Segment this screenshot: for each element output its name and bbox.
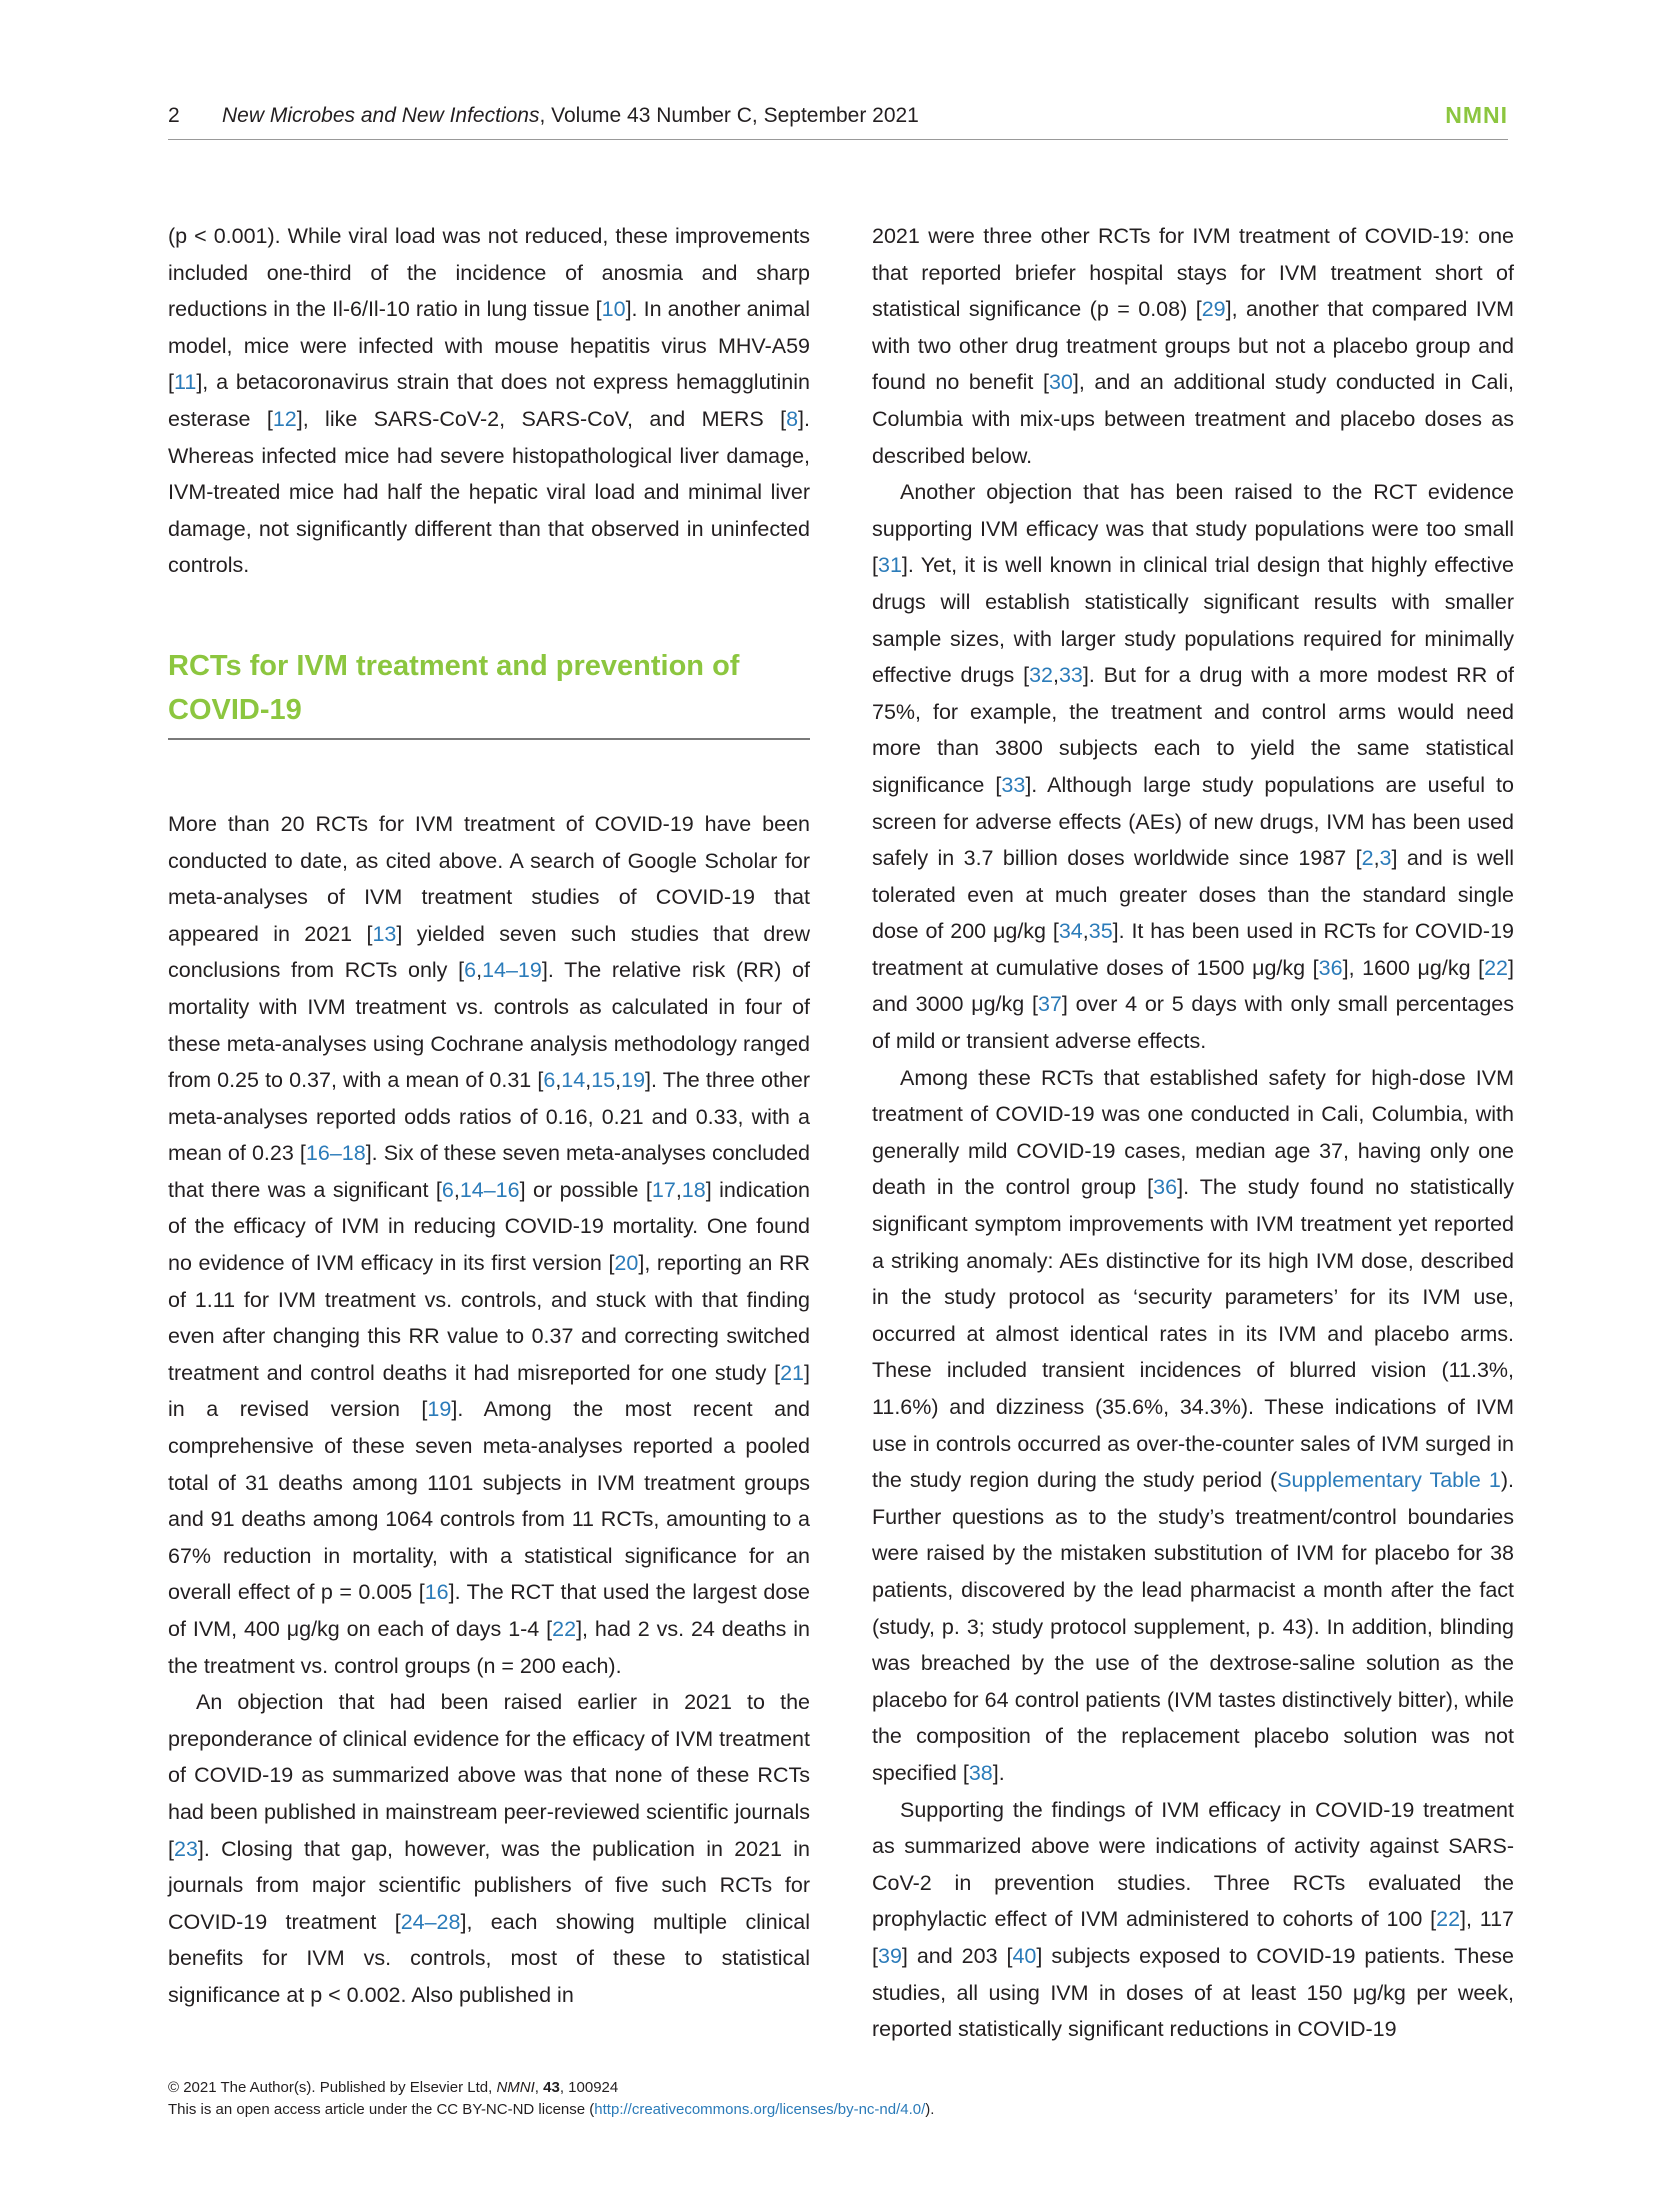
citation-link[interactable]: 36 <box>1318 955 1343 980</box>
paragraph <box>168 806 810 1684</box>
citation-link[interactable]: 21 <box>780 1360 805 1385</box>
text-run: ]. Whereas infected mice had severe histopathological liver damage, IVM-treated mice had half the hepatic viral load and minimal liver damage, not significantly different than that observed in uninfected controls. <box>168 406 810 578</box>
text-run: ]. In another animal model, mice were infected with mouse hepatitis virus MHV-A59 [ <box>168 297 810 395</box>
journal-name: New Microbes and New Infections <box>222 104 540 127</box>
citation-link[interactable]: 18 <box>681 1177 706 1202</box>
text-run: , <box>1052 663 1059 688</box>
citation-link[interactable]: 22 <box>1436 1907 1461 1932</box>
citation-link[interactable]: 14 <box>561 1068 586 1093</box>
text-run: , <box>615 1068 622 1093</box>
text-run: ]. The relative risk (RR) of mortality with IVM treatment vs. controls as calculated in four of these meta-analyses using Cochrane analysis methodology ranged from 0.25 to 0.37, with a mean of 0.31 [ <box>168 958 810 1093</box>
running-header <box>168 104 1508 138</box>
citation-link[interactable]: 32 <box>1029 663 1053 688</box>
citation-link[interactable]: 6 <box>543 1068 556 1093</box>
text-run: Supporting the findings of IVM efficacy in COVID-19 treatment as summarized above were indications of activity against SARS-CoV-2 in prevention studies. Three RCTs evaluated the prophylactic effect of IVM administered to cohorts of 100 [ <box>872 1797 1514 1932</box>
copyright-line <box>168 2077 1508 2099</box>
citation-link[interactable]: 33 <box>1001 772 1026 797</box>
text-run: ] and is well tolerated even at much greater doses than the standard single dose of 200 μg/kg [ <box>872 846 1514 944</box>
paragraph <box>872 1792 1514 2048</box>
header-divider <box>168 139 1508 140</box>
citation-link[interactable]: 3 <box>1379 846 1392 871</box>
section-heading: RCTs for IVM treatment and prevention of COVID-19 <box>168 649 740 726</box>
text-run: ], reporting an RR of 1.11 for IVM treatment vs. controls, and stuck with that finding even after changing this RR value to 0.37 and correcting switched treatment and control deaths it had misreported for one study [ <box>168 1251 810 1385</box>
text-run: , <box>476 958 483 983</box>
paragraph <box>168 1684 810 2013</box>
text-run: ], and an additional study conducted in Cali, Columbia with mix-ups between treatment and placebo doses as described below. <box>872 370 1514 468</box>
citation-link[interactable]: 12 <box>272 406 297 431</box>
text-run: Among these RCTs that established safety for high-dose IVM treatment of COVID-19 was one conducted in Cali, Columbia, with generally mild COVID-19 cases, median age 37, having only one death in the control group [ <box>872 1065 1514 1200</box>
journal-brand-logo: NMNI <box>1445 102 1508 128</box>
text-run: ). Further questions as to the study’s treatment/control boundaries were raised by the mistaken substitution of IVM for placebo for 38 patients, discovered by the lead pharmacist a month after the fact (study, p. 3; study protocol supplement, p. 43). In addition, blinding was breached by the use of the dextrose-saline solution as the placebo for 64 control patients (IVM tastes distinctively bitter), while the composition of the replacement placebo solution was not specified [ <box>872 1468 1514 1785</box>
paragraph <box>872 474 1514 1060</box>
citation-link[interactable]: 35 <box>1088 919 1113 944</box>
text-run: ]. Six of these seven meta-analyses concluded that there was a significant [ <box>168 1141 810 1202</box>
citation-link[interactable]: 23 <box>173 1836 198 1861</box>
text-run: An objection that had been raised earlier in 2021 to the preponderance of clinical evidence for the efficacy of IVM treatment of COVID-19 as summarized above was that none of these RCTs had been published in mainstream peer-reviewed scientific journals [ <box>168 1690 810 1861</box>
citation-link[interactable]: 17 <box>651 1177 676 1202</box>
citation-link[interactable]: 22 <box>1484 955 1509 980</box>
citation-link[interactable]: 33 <box>1058 663 1083 688</box>
text-run: ]. The RCT that used the largest dose of IVM, 400 μg/kg on each of days 1-4 [ <box>168 1580 810 1641</box>
citation-link[interactable]: 20 <box>614 1251 639 1276</box>
citation-link[interactable]: 40 <box>1012 1943 1037 1968</box>
journal-issue: , Volume 43 Number C, September 2021 <box>539 104 919 127</box>
license-link[interactable]: http://creativecommons.org/licenses/by-nc-nd/4.0/ <box>594 2101 926 2118</box>
text-run: (p < 0.001). While viral load was not reduced, these improvements included one-third of the incidence of anosmia and sharp reductions in the Il-6/Il-10 ratio in lung tissue [ <box>168 224 810 322</box>
citation-link[interactable]: 39 <box>877 1943 902 1968</box>
text-run: , <box>1373 846 1380 871</box>
text-run: More than 20 RCTs for IVM treatment of COVID-19 have been conducted to date, as cited above. A search of Google Scholar for meta-analyses of IVM treatment studies of COVID-19 that appeared in 2021 [ <box>168 811 810 946</box>
right-column <box>872 218 1514 2048</box>
citation-link[interactable]: 30 <box>1048 370 1073 395</box>
text-run: ]. Yet, it is well known in clinical trial design that highly effective drugs will establish statistically significant results with smaller sample sizes, with larger study populations required for minimally effective drugs [ <box>872 553 1514 688</box>
citation-link[interactable]: 16–18 <box>305 1141 366 1166</box>
text-run: ). <box>925 2101 935 2118</box>
journal-citation <box>222 104 919 128</box>
text-run: ], another that compared IVM with two other drug treatment groups but not a placebo group and found no benefit [ <box>872 297 1514 395</box>
text-run: ] or possible [ <box>519 1177 652 1202</box>
text-run: ]. Closing that gap, however, was the publication in 2021 in journals from major scientific publishers of five such RCTs for COVID-19 treatment [ <box>168 1836 810 1934</box>
footer-journal-abbrev: NMNI <box>496 2079 535 2096</box>
text-run: ]. The three other meta-analyses reported odds ratios of 0.16, 0.21 and 0.33, with a mean of 0.23 [ <box>168 1068 810 1166</box>
text-run: ] indication of the efficacy of IVM in reducing COVID-19 mortality. One found no evidence of IVM efficacy in its first version [ <box>168 1177 810 1276</box>
citation-link[interactable]: 6 <box>464 958 477 983</box>
text-run: , <box>585 1068 592 1093</box>
text-run: ] and 3000 μg/kg [ <box>872 955 1514 1017</box>
text-run: ] over 4 or 5 days with only small percentages of mild or transient adverse effects. <box>872 992 1514 1054</box>
text-run: , 100924 <box>559 2079 619 2096</box>
text-run: , <box>1082 919 1089 944</box>
text-run: ]. But for a drug with a more modest RR of 75%, for example, the treatment and control arms would need more than 3800 subjects each to yield the same statistical significance [ <box>872 663 1514 797</box>
page-footer <box>168 2077 1508 2121</box>
text-run: ] in a revised version [ <box>168 1360 810 1422</box>
citation-link[interactable]: 16 <box>424 1580 449 1605</box>
text-run: 2021 were three other RCTs for IVM treatment of COVID-19: one that reported briefer hospital stays for IVM treatment short of statistical significance (p = 0.08) [ <box>872 224 1514 322</box>
paragraph <box>872 218 1514 474</box>
citation-link[interactable]: 37 <box>1037 992 1062 1017</box>
text-run: , <box>453 1177 460 1202</box>
citation-link[interactable]: 34 <box>1058 919 1083 944</box>
citation-link[interactable]: 10 <box>601 297 626 322</box>
text-run: ], had 2 vs. 24 deaths in the treatment vs. control groups (n = 200 each). <box>168 1617 810 1678</box>
left-column <box>168 218 810 2014</box>
citation-link[interactable]: 6 <box>441 1177 454 1202</box>
text-run: ] yielded seven such studies that drew conclusions from RCTs only [ <box>168 921 810 983</box>
text-run: ]. The study found no statistically significant symptom improvements with IVM treatment yet reported a striking anomaly: AEs distinctive for its high IVM dose, described in the study protocol as ‘security parameters’ for its IVM use, occurred at almost identical rates in its IVM and placebo arms. These included transient incidences of blurred vision (11.3%, 11.6%) and dizziness (35.6%, 34.3%). These indications of IVM use in controls occurred as over-the-counter sales of IVM surged in the study region during the study period ( <box>872 1175 1514 1493</box>
text-run: ] and 203 [ <box>901 1943 1013 1968</box>
citation-link[interactable]: 15 <box>591 1068 616 1093</box>
citation-link[interactable]: 2 <box>1361 846 1374 871</box>
section-divider <box>168 738 810 740</box>
citation-link[interactable]: 19 <box>621 1068 646 1093</box>
text-run: ] subjects exposed to COVID-19 patients. These studies, all using IVM in doses of at least 150 μg/kg per week, reported statistically significant reductions in COVID-19 <box>872 1943 1514 2042</box>
citation-link[interactable]: 29 <box>1201 297 1226 322</box>
text-run: © 2021 The Author(s). Published by Elsevier Ltd, <box>168 2079 497 2096</box>
text-run: , <box>534 2079 544 2096</box>
citation-link[interactable]: 8 <box>786 406 799 431</box>
supplementary-table-link[interactable]: Supplementary Table 1 <box>1277 1468 1501 1493</box>
text-run: ]. <box>992 1760 1005 1785</box>
text-run: ]. It has been used in RCTs for COVID-19 treatment at cumulative doses of 1500 μg/kg [ <box>872 919 1514 980</box>
citation-link[interactable]: 36 <box>1153 1175 1178 1200</box>
paragraph <box>872 1060 1514 1792</box>
citation-link[interactable]: 19 <box>427 1397 452 1422</box>
citation-link[interactable]: 13 <box>372 921 397 946</box>
license-line <box>168 2099 1508 2121</box>
paragraph <box>168 218 810 584</box>
citation-link[interactable]: 11 <box>173 370 197 395</box>
text-run: ], 1600 μg/kg [ <box>1342 955 1485 980</box>
citation-link[interactable]: 14–19 <box>482 958 542 983</box>
text-run: ], 117 [ <box>872 1907 1515 1968</box>
text-run: ], like SARS-CoV-2, SARS-CoV, and MERS [ <box>296 406 787 431</box>
citation-link[interactable]: 22 <box>552 1617 577 1641</box>
text-run: ], a betacoronavirus strain that does not express hemagglutinin esterase [ <box>168 370 810 431</box>
text-run: This is an open access article under the CC BY-NC-ND license ( <box>168 2101 595 2118</box>
text-run: Another objection that has been raised to the RCT evidence supporting IVM efficacy was that study populations were too small [ <box>872 480 1514 578</box>
footer-volume: 43 <box>543 2079 560 2096</box>
citation-link[interactable]: 38 <box>968 1760 993 1785</box>
page-number: 2 <box>168 104 180 127</box>
citation-link[interactable]: 31 <box>877 553 902 578</box>
text-run: , <box>675 1177 682 1202</box>
text-run: ], each showing multiple clinical benefits for IVM vs. controls, most of these to statistical significance at p < 0.002. Also published in <box>168 1909 810 2007</box>
text-run: ]. Although large study populations are useful to screen for adverse effects (AEs) of new drugs, IVM has been used safely in 3.7 billion doses worldwide since 1987 [ <box>872 772 1514 871</box>
text-run: ]. Among the most recent and comprehensive of these seven meta-analyses reported a pooled total of 31 deaths among 1101 subjects in IVM treatment groups and 91 deaths among 1064 controls from 11 RCTs, amounting to a 67% reduction in mortality, with a statistical significance for an overall effect of p = 0.005 [ <box>168 1397 810 1605</box>
citation-link[interactable]: 24–28 <box>400 1909 461 1934</box>
text-run: , <box>555 1068 562 1093</box>
citation-link[interactable]: 14–16 <box>459 1177 520 1202</box>
